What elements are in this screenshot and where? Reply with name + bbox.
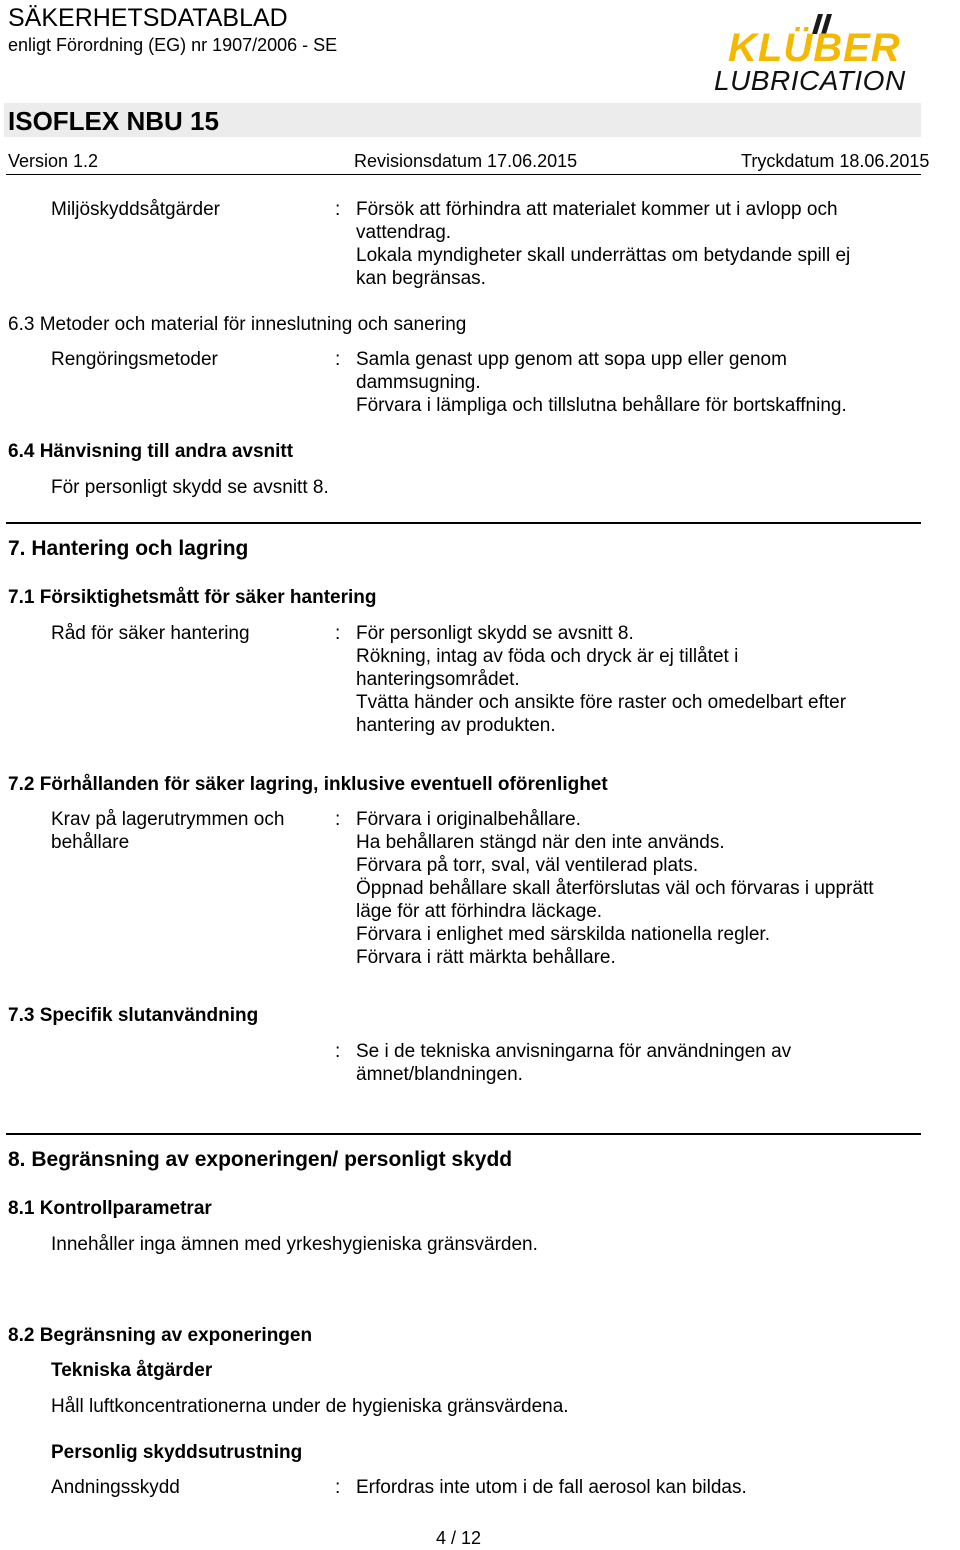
storage-value (356, 808, 936, 969)
storage-label (51, 808, 321, 854)
regulation-subtitle: enligt Förordning (EG) nr 1907/2006 - SE (8, 35, 338, 55)
text-line: Förvara på torr, sval, väl ventilerad plats. (356, 855, 699, 876)
section-8-heading: 8. Begränsning av exponeringen/ personligt skydd (8, 1148, 513, 1171)
section-divider (6, 522, 921, 524)
doc-title: SÄKERHETSDATABLAD (8, 4, 288, 32)
text-line: Samla genast upp genom att sopa upp eller genom (356, 349, 787, 370)
logo-subtitle: LUBRICATION (714, 65, 906, 96)
section-7-1-heading: 7.1 Försiktighetsmått för säker hantering (8, 587, 377, 608)
product-name: ISOFLEX NBU 15 (8, 106, 219, 136)
text-line: Krav på lagerutrymmen och (51, 809, 285, 830)
section-divider (6, 1133, 921, 1135)
text-line: Rökning, intag av föda och dryck är ej tillåtet i (356, 646, 739, 667)
tech-measures-heading: Tekniska åtgärder (51, 1360, 213, 1381)
text-line: Tvätta händer och ansikte före raster och omedelbart efter (356, 692, 847, 713)
page-number: 4 / 12 (436, 1528, 482, 1548)
text-line: Lokala myndigheter skall underrättas om betydande spill ej (356, 245, 851, 266)
tech-measures-text: Håll luftkoncentrationerna under de hygieniska gränsvärdena. (51, 1396, 569, 1417)
cleaning-colon: : (335, 349, 341, 370)
env-colon: : (335, 199, 341, 220)
text-line: För personligt skydd se avsnitt 8. (356, 623, 634, 644)
safe-handling-value (356, 622, 936, 737)
version: Version 1.2 (8, 151, 99, 171)
text-line: Försök att förhindra att materialet kommer ut i avlopp och (356, 199, 838, 220)
logo-wordmark: KLÜBER (728, 26, 901, 70)
cleaning-value (356, 348, 936, 417)
respiratory-value: Erfordras inte utom i de fall aerosol kan bildas. (356, 1477, 747, 1498)
respiratory-label: Andningsskydd (51, 1477, 180, 1498)
text-line: Ha behållaren stängd när den inte används. (356, 832, 725, 853)
safe-handling-label: Råd för säker hantering (51, 623, 250, 644)
text-line: Förvara i originalbehållare. (356, 809, 581, 830)
storage-colon: : (335, 809, 341, 830)
section-6-3-heading: 6.3 Metoder och material för inneslutning och sanering (8, 314, 467, 335)
section-7-heading: 7. Hantering och lagring (8, 537, 249, 560)
section-7-3-heading: 7.3 Specifik slutanvändning (8, 1005, 259, 1026)
header-divider (6, 174, 921, 175)
env-value (356, 198, 936, 290)
end-use-colon: : (335, 1041, 341, 1062)
text-line: behållare (51, 832, 130, 853)
text-line: Se i de tekniska anvisningarna för användningen av (356, 1041, 792, 1062)
text-line: ämnet/blandningen. (356, 1064, 523, 1085)
end-use-value (356, 1040, 936, 1086)
text-line: läge för att förhindra läckage. (356, 901, 603, 922)
section-8-2-heading: 8.2 Begränsning av exponeringen (8, 1325, 313, 1346)
env-label: Miljöskyddsåtgärder (51, 199, 220, 220)
text-line: Förvara i enlighet med särskilda nationella regler. (356, 924, 770, 945)
section-7-2-heading: 7.2 Förhållanden för säker lagring, inklusive eventuell oförenlighet (8, 774, 608, 795)
kluber-logo (706, 12, 946, 98)
revision-date: Revisionsdatum 17.06.2015 (354, 151, 578, 171)
safe-handling-colon: : (335, 623, 341, 644)
respiratory-colon: : (335, 1477, 341, 1498)
print-date: Tryckdatum 18.06.2015 (741, 151, 930, 171)
section-8-1-text: Innehåller inga ämnen med yrkeshygieniska gränsvärden. (51, 1234, 538, 1255)
ppe-heading: Personlig skyddsutrustning (51, 1442, 303, 1463)
section-6-4-heading: 6.4 Hänvisning till andra avsnitt (8, 441, 294, 462)
text-line: hanteringsområdet. (356, 669, 520, 690)
text-line: Öppnad behållare skall återförslutas väl och förvaras i upprätt (356, 878, 874, 899)
text-line: hantering av produkten. (356, 715, 556, 736)
text-line: vattendrag. (356, 222, 452, 243)
text-line: Förvara i lämpliga och tillslutna behållare för bortskaffning. (356, 395, 847, 416)
text-line: Förvara i rätt märkta behållare. (356, 947, 616, 968)
section-8-1-heading: 8.1 Kontrollparametrar (8, 1198, 212, 1219)
section-6-4-text: För personligt skydd se avsnitt 8. (51, 477, 329, 498)
text-line: kan begränsas. (356, 268, 486, 289)
text-line: dammsugning. (356, 372, 481, 393)
cleaning-label: Rengöringsmetoder (51, 349, 218, 370)
